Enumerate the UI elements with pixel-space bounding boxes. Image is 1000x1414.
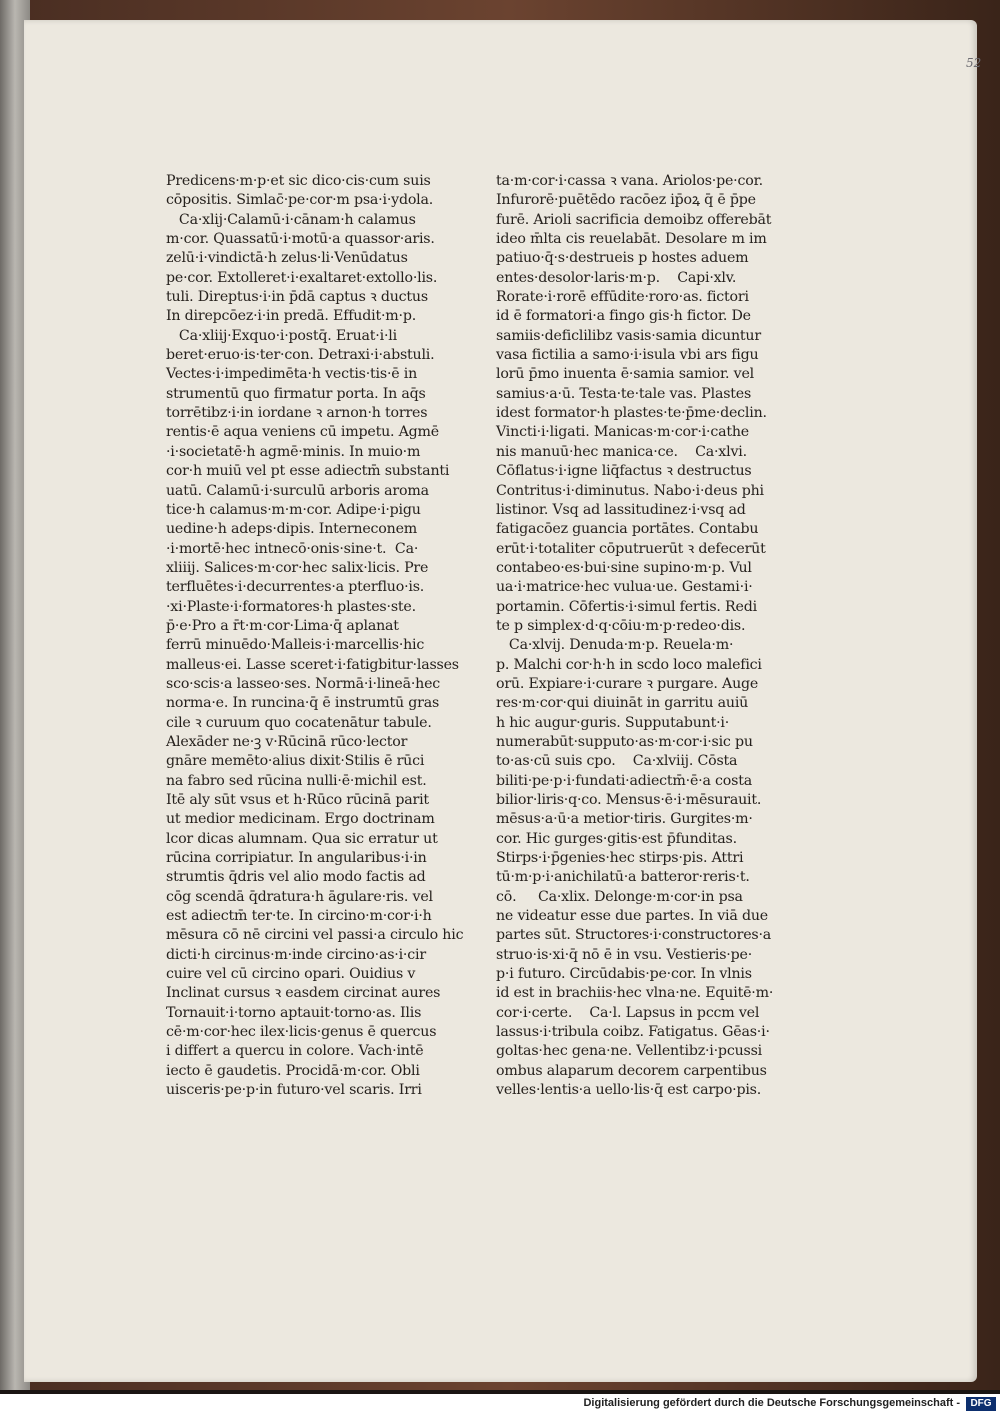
text-line: uedine·h adeps·dipis. Interneconem [166, 521, 418, 538]
text-line: cōg scendā q̄dratura·h āgulare·ris. vel [166, 888, 433, 905]
text-line: ne videatur esse due partes. In viā due [496, 908, 768, 925]
text-line: uatū. Calamū·i·surculū arboris aroma [166, 482, 429, 499]
text-line: ut medior medicinam. Ergo doctrinam [166, 811, 435, 828]
text-line: contabeo·es·bui·sine supino·m·p. Vul [496, 559, 752, 576]
text-line: Tornauit·i·torno aptauit·torno·as. Ilis [166, 1004, 422, 1021]
text-line: numerabūt·supputo·as·m·cor·i·sic pu [496, 733, 753, 750]
text-line: fatigacōez guancia portātes. Contabu [496, 521, 759, 538]
text-line: terfluētes·i·decurrentes·a pterfluo·is. [166, 579, 425, 596]
text-line: biliti·pe·p·i·fundati·adiectm̄·ē·a costa [496, 772, 752, 789]
text-line: Ca·xlij·Calamū·i·cānam·h calamus [166, 211, 416, 228]
text-line: strumtis q̄dris vel alio modo factis ad [166, 869, 426, 886]
text-line: Ca·xlvij. Denuda·m·p. Reuela·m· [496, 637, 734, 654]
text-line: Stirps·i·p̄genies·hec stirps·pis. Attri [496, 850, 744, 867]
text-line: id ē formatori·a fingo gis·h fictor. De [496, 308, 751, 325]
text-line: cē·m·cor·hec ilex·licis·genus ē quercus [166, 1024, 437, 1041]
text-line: ·xi·Plaste·i·formatores·h plastes·ste. [166, 598, 416, 615]
text-line: ua·i·matrice·hec vulua·ue. Gestami·i· [496, 579, 753, 596]
left-text-column [166, 172, 466, 1101]
text-line: dicti·h circinus·m·inde circino·as·i·cir [166, 946, 426, 963]
text-line: pe·cor. Extolleret·i·exaltaret·extollo·lis. [166, 269, 438, 286]
text-line: mēsura cō nē circini vel passi·a circulo hic [166, 927, 464, 944]
text-line: uisceris·pe·p·in futuro·vel scaris. Irri [166, 1082, 422, 1099]
text-line: ideo m̄lta cis reuelabāt. Desolare m im [496, 231, 767, 248]
text-line: strumentū quo firmatur porta. In aq̄s [166, 385, 426, 402]
text-line: furē. Arioli sacrificia demoibz offerebāt [496, 211, 772, 228]
text-line: goltas·hec gena·ne. Vellentibz·i·pcussi [496, 1043, 763, 1060]
text-line: Itē aly sūt vsus et h·Rūco rūcinā parit [166, 792, 429, 808]
text-line: portamin. Cōfertis·i·simul fertis. Redi [496, 598, 757, 615]
text-line: cōpositis. Simlac̄·pe·cor·m psa·i·ydola. [166, 192, 434, 209]
text-line: Inclinat cursus ꝛ easdem circinat aures [166, 985, 441, 1002]
text-line: lcor dicas alumnam. Qua sic erratur ut [166, 830, 438, 847]
text-line: ferrū minuēdo·Malleis·i·marcellis·hic [166, 637, 425, 654]
text-line: ·i·mortē·hec intnecō·onis·sine·t. Ca· [166, 540, 419, 557]
text-line: torrētibz·i·in iordane ꝛ arnon·h torres [166, 405, 428, 422]
text-line: sco·scis·a lasseo·ses. Normā·i·lineā·hec [166, 675, 441, 692]
text-line: lassus·i·tribula coibz. Fatigatus. Gēas·i· [496, 1024, 770, 1041]
text-line: vasa fictilia a samo·i·isula vbi ars figu [496, 347, 759, 364]
text-line: est adiectm̄ ter·te. In circino·m·cor·i·h [166, 908, 432, 925]
text-line: m·cor. Quassatū·i·motū·a quassor·aris. [166, 231, 435, 248]
footer-bar [0, 1394, 1000, 1414]
text-line: p̄·e·Pro a r̄t·m·cor·Lima·q̄ aplanat [166, 617, 399, 634]
text-line: gnāre memēto·alius dixit·Stilis ē rūci [166, 753, 425, 770]
text-line: entes·desolor·laris·m·p. Capi·xlv. [496, 269, 737, 286]
text-line: cor·i·certe. Ca·l. Lapsus in pccm vel [496, 1004, 760, 1021]
text-line: Cōflatus·i·igne liq̄factus ꝛ destructus [496, 463, 752, 480]
text-line: tice·h calamus·m·m·cor. Adipe·i·pigu [166, 501, 421, 518]
text-line: rūcina corripiatur. In angularibus·i·in [166, 850, 427, 867]
text-line: rentis·ē aqua veniens cū impetu. Agmē [166, 424, 440, 441]
text-line: erūt·i·totaliter cōputruerūt ꝛ defecerūt [496, 540, 766, 557]
text-line: Contritus·i·diminutus. Nabo·i·deus phi [496, 482, 764, 499]
text-line: ta·m·cor·i·cassa ꝛ vana. Ariolos·pe·cor. [496, 173, 763, 189]
text-line: xliiij. Salices·m·cor·hec salix·licis. Pre [166, 559, 429, 576]
text-line: malleus·ei. Lasse sceret·i·fatigbitur·lasses [166, 656, 459, 673]
text-line: Rorate·i·rorē effūdite·roro·as. fictori [496, 289, 749, 306]
text-line: listinor. Vsq ad lassitudinez·i·vsq ad [496, 501, 746, 518]
text-line: id est in brachiis·hec vlna·ne. Equitē·m· [496, 985, 774, 1002]
text-line: cō. Ca·xlix. Delonge·m·cor·in psa [496, 888, 743, 905]
text-line: to·as·cū suis cpo. Ca·xlviij. Cōsta [496, 753, 738, 770]
text-line: In direpcōez·i·in predā. Effudit·m·p. [166, 308, 417, 325]
text-line: ·i·societatē·h agmē·minis. In muio·m [166, 443, 421, 460]
text-line: zelū·i·vindictā·h zelus·li·Venūdatus [166, 250, 408, 267]
text-line: p·i futuro. Circūdabis·pe·cor. In vlnis [496, 966, 752, 983]
text-line: cile ꝛ curuum quo cocatenātur tabule. [166, 714, 432, 731]
right-text-column [496, 172, 796, 1101]
text-line: cuire vel cū circino opari. Ouidius v [166, 966, 416, 983]
text-line: ombus alaparum decorem carpentibus [496, 1062, 767, 1079]
text-line: Vincti·i·ligati. Manicas·m·cor·i·cathe [496, 424, 749, 441]
text-line: iecto ē gaudetis. Procidā·m·cor. Obli [166, 1062, 420, 1079]
text-line: na fabro sed rūcina nulli·ē·michil est. [166, 772, 427, 789]
text-line: samiis·deficlilibz vasis·samia dicuntur [496, 327, 761, 344]
text-line: i differt a quercu in colore. Vach·intē [166, 1043, 424, 1060]
text-line: cor·h muiū vel pt esse adiectm̄ substanti [166, 463, 450, 480]
text-line: bilior·liris·q·co. Mensus·ē·i·mēsurauit. [496, 792, 762, 808]
text-line: partes sūt. Structores·i·constructores·a [496, 927, 772, 944]
text-line: tuli. Direptus·i·in p̄dā captus ꝛ ductus [166, 289, 428, 306]
dfg-logo: DFG [966, 1397, 996, 1411]
text-line: beret·eruo·is·ter·con. Detraxi·i·abstuli. [166, 347, 435, 364]
text-line: Infurorē·puētēdo racōez ip̄oꝝ q̄ ē p̄pe [496, 192, 756, 209]
text-line: Ca·xliij·Exquo·i·postq̄. Eruat·i·li [166, 327, 397, 344]
text-line: samius·a·ū. Testa·te·tale vas. Plastes [496, 385, 752, 402]
text-line: h hic augur·guris. Supputabunt·i· [496, 714, 730, 731]
text-line: norma·e. In runcina·q̄ ē instrumtū gras [166, 695, 440, 712]
text-line: lorū p̄mo inuenta ē·samia samior. vel [496, 366, 754, 383]
page-number: 52 [966, 56, 982, 70]
text-line: struo·is·xi·q̄ nō ē in vsu. Vestieris·pe· [496, 946, 753, 963]
text-line: mēsus·a·ū·a metior·tiris. Gurgites·m· [496, 811, 753, 828]
text-line: res·m·cor·qui diuināt in garritu auiū [496, 695, 749, 712]
text-line: te p simplex·d·q·cōiu·m·p·redeo·dis. [496, 617, 746, 634]
text-line: nis manuū·hec manica·ce. Ca·xlvi. [496, 443, 747, 460]
text-line: velles·lentis·a uello·lis·q̄ est carpo·pis. [496, 1082, 762, 1099]
text-line: p. Malchi cor·h·h in scdo loco malefici [496, 656, 762, 673]
text-line: Vectes·i·impedimēta·h vectis·tis·ē in [166, 366, 418, 383]
text-line: idest formator·h plastes·te·p̄me·declin. [496, 405, 767, 422]
text-line: orū. Expiare·i·curare ꝛ purgare. Auge [496, 675, 759, 692]
text-line: tū·m·p·i·anichilatū·a batteror·reris·t. [496, 869, 750, 886]
text-line: patiuo·q̄·s·destrueis p hostes aduem [496, 250, 749, 267]
text-line: Alexāder ne·ꝫ v·Rūcinā rūco·lector [166, 733, 408, 750]
funding-credit: Digitalisierung gefördert durch die Deutsche Forschungsgemeinschaft - [583, 1397, 960, 1409]
text-line: cor. Hic gurges·gitis·est p̄funditas. [496, 830, 737, 847]
text-line: Predicens·m·p·et sic dico·cis·cum suis [166, 173, 431, 189]
